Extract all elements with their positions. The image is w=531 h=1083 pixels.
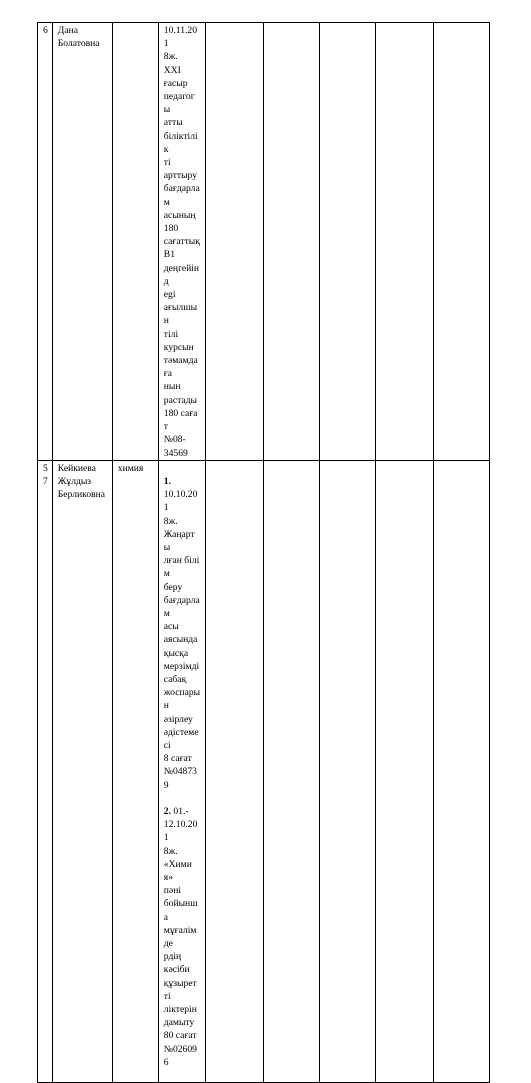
empty-cell — [433, 23, 489, 461]
table-row — [38, 460, 490, 1083]
empty-cell — [263, 460, 319, 1083]
row-number-cell — [38, 23, 53, 461]
empty-cell — [205, 460, 263, 1083]
course-number: 1. — [163, 475, 171, 487]
empty-cell — [375, 460, 433, 1083]
table-row — [38, 23, 490, 461]
empty-cell — [375, 23, 433, 461]
course-text: 10.10.201 8ж. Жаңарты лған білім беру бағдарлам асы аясында қысқа мерзімді сабақ жоспарын әзірлеу әдістемесі 8 сағат №048739 — [163, 489, 201, 791]
course-entry — [164, 805, 201, 1069]
subject: химия — [117, 462, 144, 474]
courses-cell — [158, 23, 205, 461]
teacher-name: Кейкиева Жұлдыз Берликовна — [57, 462, 106, 501]
subject-cell — [112, 23, 158, 461]
row-number-cell — [38, 460, 53, 1083]
empty-cell — [263, 23, 319, 461]
teacher-name-cell — [52, 23, 112, 461]
course-text: 10.11.201 8ж. XXI ғасыр педагогы атты біліктілік ті арттыру бағдарлам асының 180 сағаттық B1 деңгейінд egi ағылшын тілі курсын тәмамдаға нын растады 180 сағат №08- 34569 — [163, 25, 200, 459]
empty-cell — [433, 460, 489, 1083]
row-number: 5 7 — [43, 462, 48, 487]
empty-cell — [319, 23, 375, 461]
empty-cell — [319, 460, 375, 1083]
empty-cell — [205, 23, 263, 461]
course-number: 2. — [163, 805, 171, 817]
teacher-qualification-table — [37, 22, 490, 1083]
teacher-name-cell — [52, 460, 112, 1083]
row-number: 6 — [43, 25, 48, 36]
subject-cell — [112, 460, 158, 1083]
course-entry — [164, 475, 201, 792]
teacher-name: Дана Болатовна — [57, 25, 100, 50]
courses-cell — [158, 460, 205, 1083]
course-text: 01.- 12.10.201 8ж. «Химия» пәні бойынша мұғалімде рдің кәсіби құзыретті ліктерін дамыту 80 сағат №026096 — [163, 805, 198, 1068]
